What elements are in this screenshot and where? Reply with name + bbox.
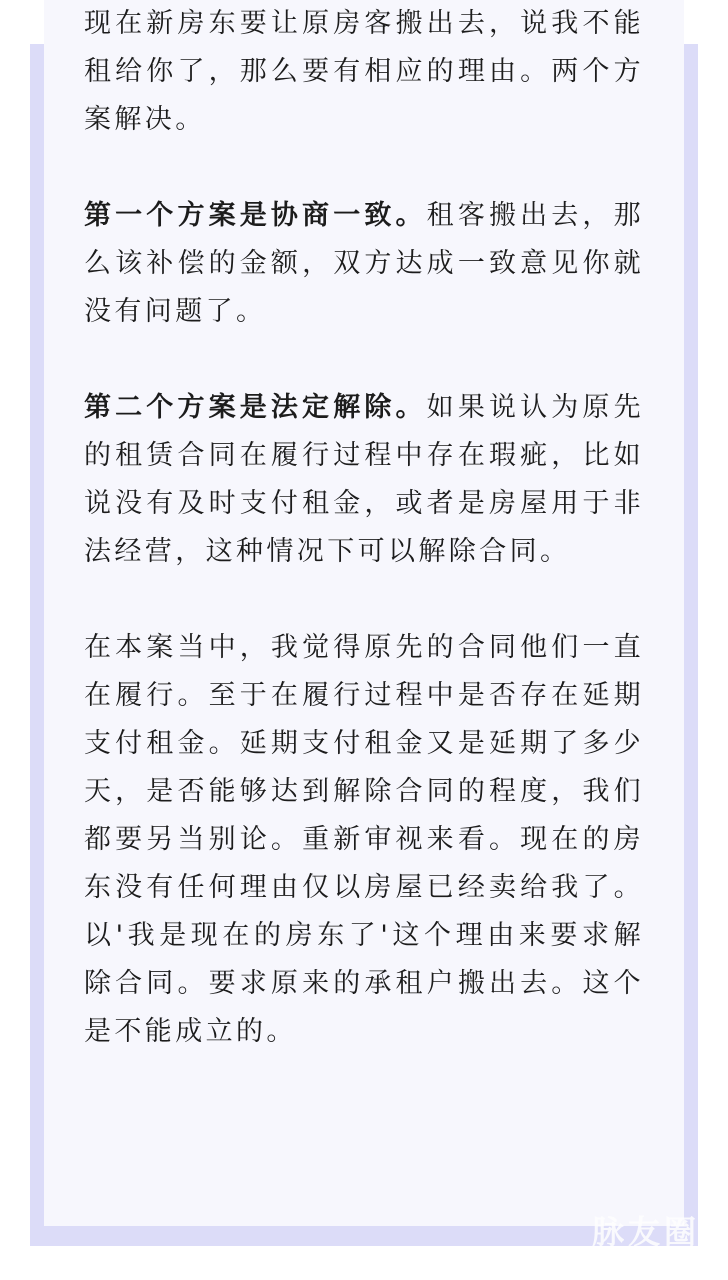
paragraph-3-lead: 第二个方案是法定解除。 [84,392,427,423]
paragraph-2 [84,192,644,336]
paragraph-2-lead: 第一个方案是协商一致。 [84,200,427,231]
paragraph-1: 现在新房东要让原房客搬出去，说我不能租给你了，那么要有相应的理由。两个方案解决。 [84,8,644,135]
watermark-text: 脉友圈 [592,1213,701,1251]
paragraph-2-body: 租客搬出去，那么该补偿的金额，双方达成一致意见你就没有问题了。 [84,200,644,327]
paragraph-4: 在本案当中，我觉得原先的合同他们一直在履行。至于在履行过程中是否存在延期支付租金。延期支付租金又是延期了多少天，是否能够达到解除合同的程度，我们都要另当别论。重新审视来看。现在的房东没有任何理由仅以房屋已经卖给我了。以'我是现在的房东了'这个理由来要求解除合同。要求原来的承租户搬出去。这个是不能成立的。 [84,632,644,1047]
paragraph-3 [84,384,644,576]
article-body [84,0,644,1104]
paragraph-3-body: 如果说认为原先的租赁合同在履行过程中存在瑕疵，比如说没有及时支付租金，或者是房屋用于非法经营，这种情况下可以解除合同。 [84,392,644,567]
